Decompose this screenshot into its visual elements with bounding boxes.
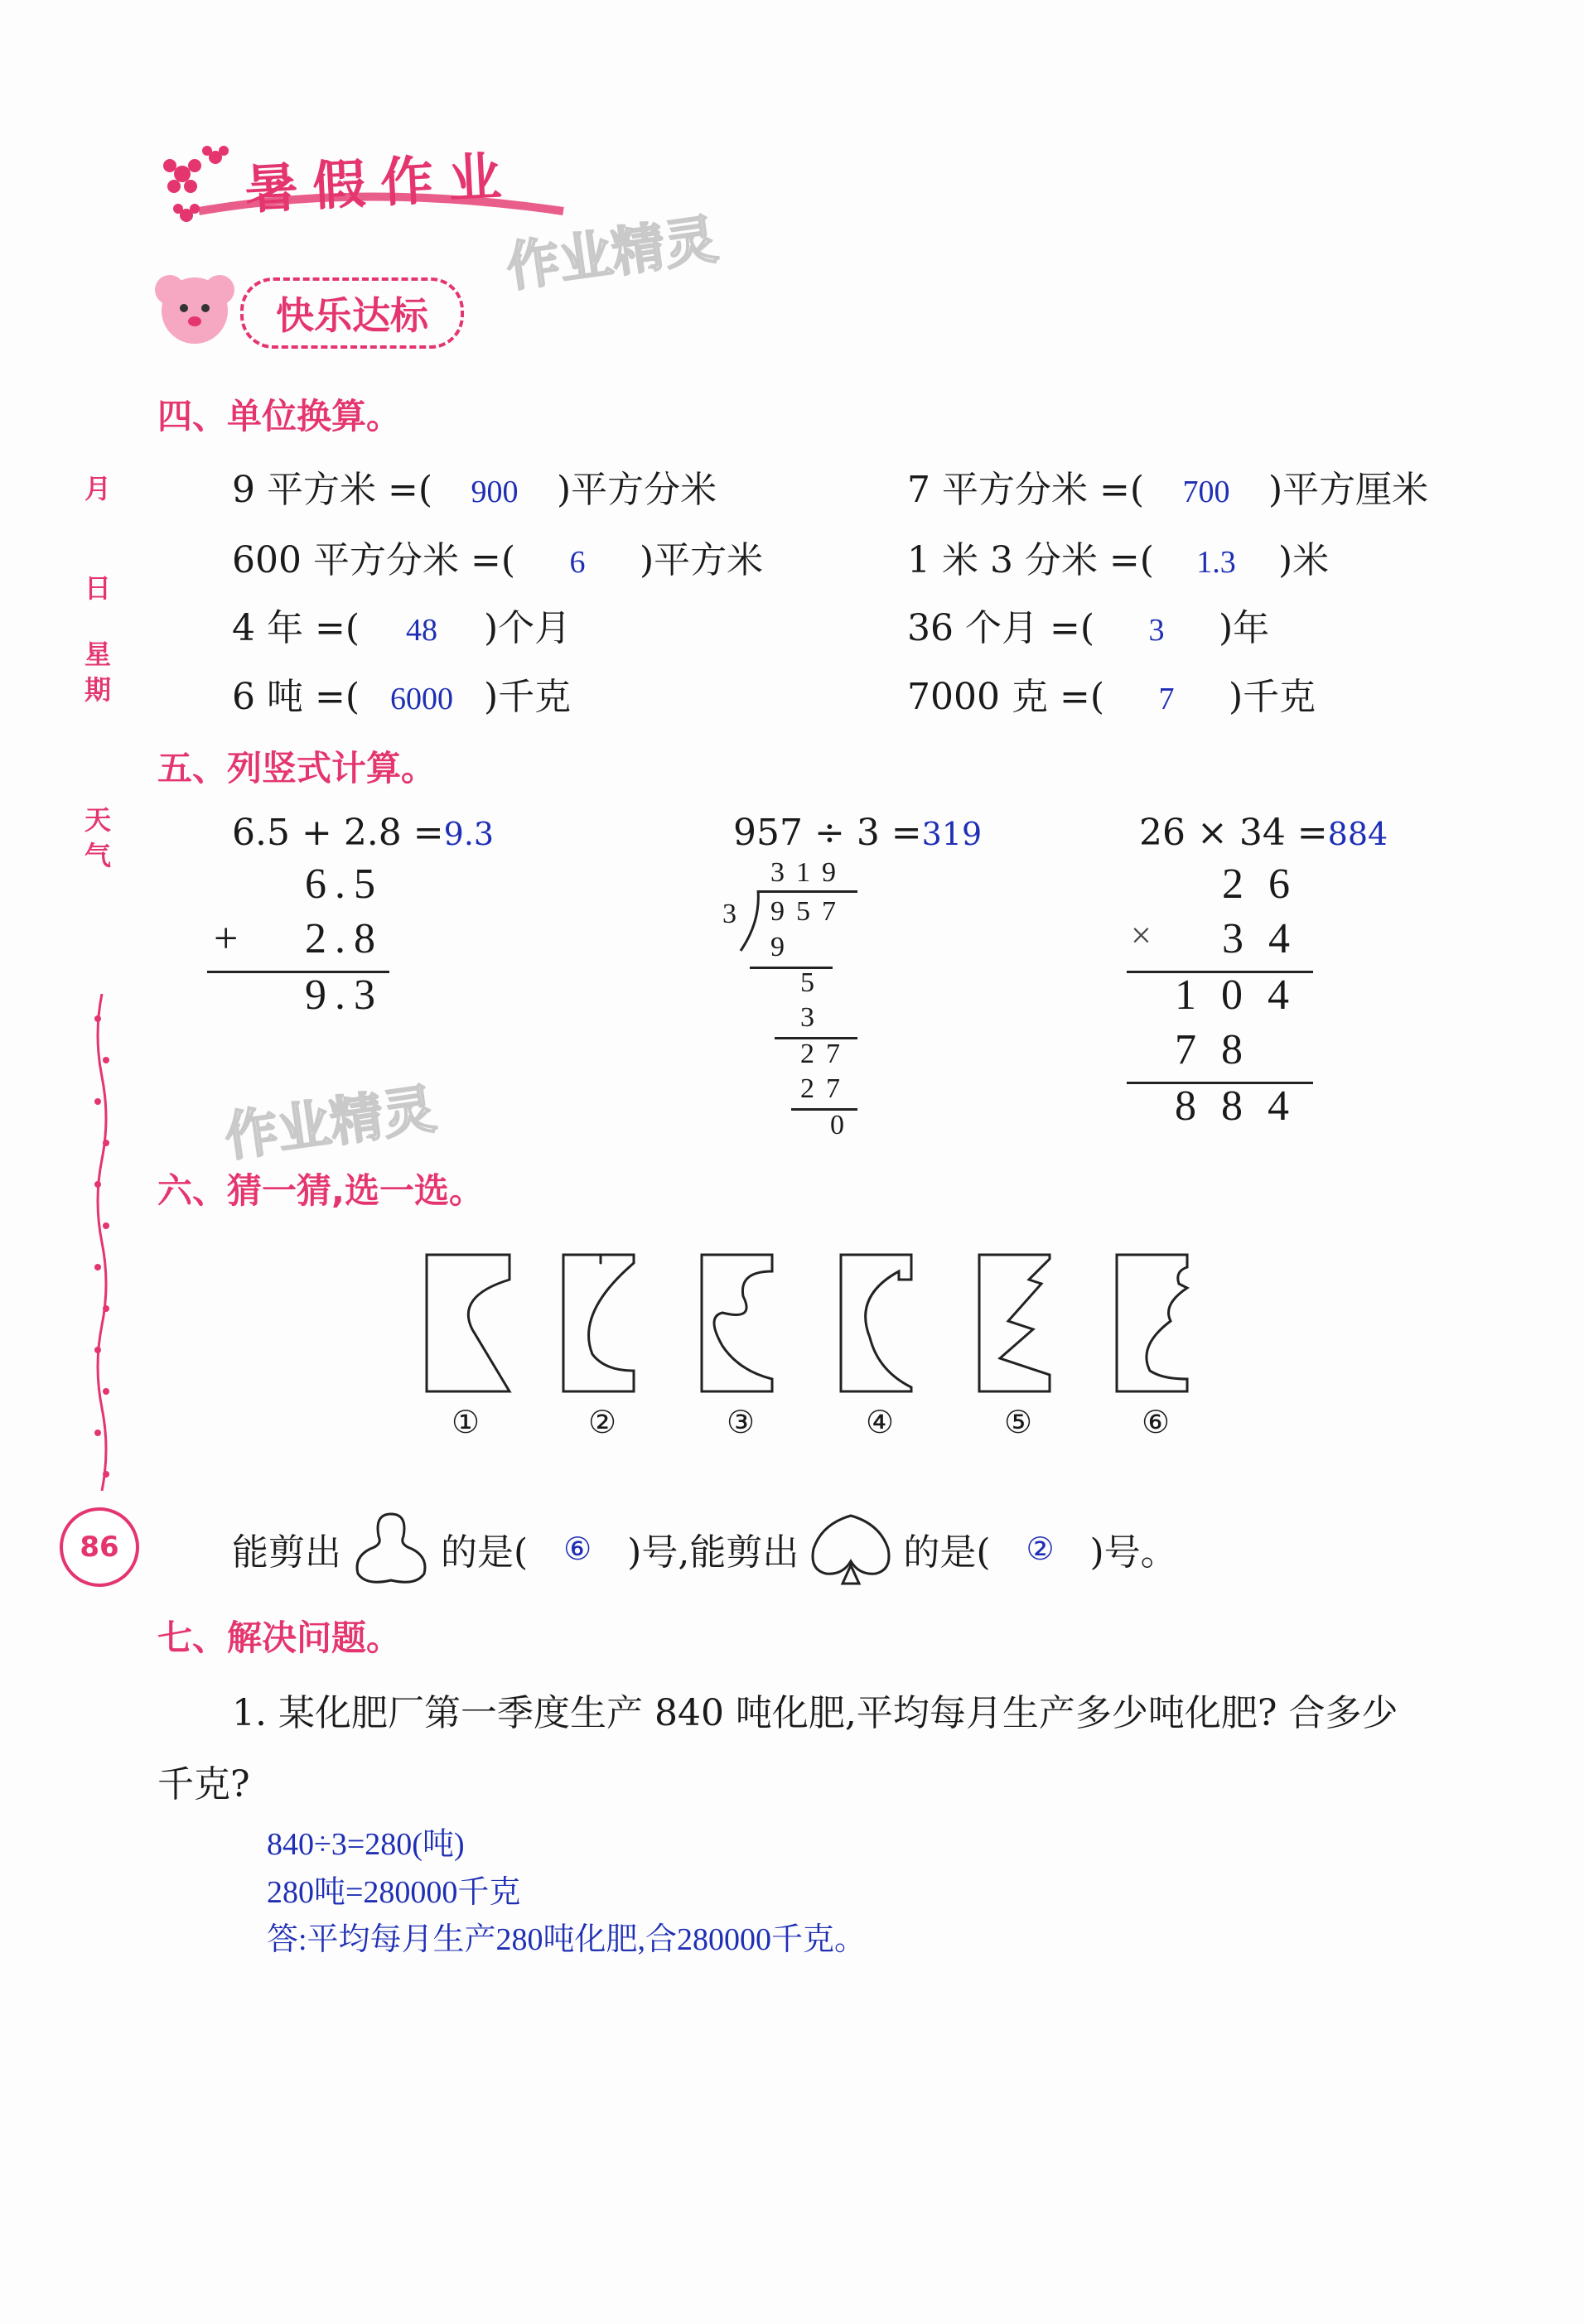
calc-answer: 884 bbox=[1327, 816, 1388, 852]
shape-label: ② bbox=[588, 1404, 617, 1440]
conversion-answer: 1.3 bbox=[1196, 545, 1236, 580]
conversion-answer: 900 bbox=[471, 475, 519, 509]
shape-1 bbox=[427, 1255, 509, 1391]
calc-problem-mul: 26 × 34 =884 bbox=[1139, 812, 1388, 854]
conversion-answer: 700 bbox=[1182, 475, 1230, 509]
conversion-item: 36 个月 =( 3 )年 bbox=[907, 607, 1270, 649]
problem-line-1: 1. 某化肥厂第一季度生产 840 吨化肥,平均每月生产多少吨化肥? 合多少 bbox=[232, 1692, 1398, 1734]
shape-5 bbox=[979, 1255, 1050, 1391]
mascot-icon bbox=[149, 265, 240, 359]
gourd-shape-icon bbox=[350, 1507, 432, 1590]
sidebar-week-2: 期 bbox=[85, 674, 112, 706]
conversion-item: 7 平方分米 =( 700 )平方厘米 bbox=[907, 469, 1429, 511]
banner-box bbox=[240, 277, 464, 349]
conversion-answer: 7 bbox=[1158, 682, 1175, 716]
conversion-item: 6 吨 =( 6000 )千克 bbox=[232, 676, 572, 718]
mul-sign: × bbox=[1131, 915, 1176, 956]
shape-2 bbox=[563, 1255, 634, 1391]
conversion-item: 1 米 3 分米 =( 1.3 )米 bbox=[907, 539, 1330, 581]
banner-text: 快乐达标 bbox=[276, 293, 428, 338]
add-sign: + bbox=[214, 915, 263, 962]
div-rem3: 0 bbox=[830, 1110, 856, 1140]
guess-answer-2: ② bbox=[1026, 1531, 1055, 1567]
conversion-answer: 3 bbox=[1148, 613, 1165, 648]
div-rem2: 27 bbox=[800, 1039, 852, 1069]
div-dividend: 957 bbox=[770, 896, 848, 927]
solution-line: 840÷3=280(吨) bbox=[267, 1827, 465, 1862]
calc-problem-add: 6.5 + 2.8 =9.3 bbox=[232, 812, 495, 854]
conversion-answer: 6000 bbox=[390, 682, 453, 716]
section4-title: 四、单位换算。 bbox=[157, 396, 402, 436]
mul-partial2: 78 bbox=[1175, 1026, 1268, 1073]
shape-label: ⑥ bbox=[1142, 1404, 1171, 1440]
shape-label: ⑤ bbox=[1004, 1404, 1033, 1440]
mul-row2: 34 bbox=[1222, 915, 1315, 962]
vine-decoration-icon bbox=[89, 994, 114, 1494]
div-step3: 27 bbox=[800, 1073, 852, 1104]
add-row2: 2.8 bbox=[305, 915, 384, 962]
div-bracket bbox=[737, 889, 762, 955]
add-row1: 6.5 bbox=[305, 861, 384, 908]
add-result: 9.3 bbox=[305, 972, 384, 1019]
conversion-item: 7000 克 =( 7 )千克 bbox=[907, 676, 1316, 718]
div-divisor: 3 bbox=[722, 899, 748, 929]
calc-problem-div: 957 ÷ 3 =319 bbox=[733, 812, 983, 854]
sidebar-week-1: 星 bbox=[85, 639, 112, 670]
conversion-answer: 6 bbox=[569, 545, 586, 580]
conversion-answer: 48 bbox=[406, 613, 437, 648]
sidebar-month: 月 bbox=[85, 473, 112, 504]
sidebar-weather-2: 气 bbox=[85, 840, 112, 871]
watermark-mid: 作业精灵 bbox=[220, 1078, 440, 1169]
spade-shape-icon bbox=[805, 1507, 896, 1590]
shape-3 bbox=[702, 1255, 772, 1391]
div-rem1: 5 bbox=[800, 967, 826, 998]
shape-6 bbox=[1117, 1255, 1187, 1391]
calc-answer: 319 bbox=[921, 816, 983, 852]
sidebar-day: 日 bbox=[85, 572, 112, 604]
section5-title: 五、列竖式计算。 bbox=[157, 748, 437, 788]
book-title: 暑假作业 bbox=[243, 146, 519, 222]
mul-partial1: 104 bbox=[1175, 972, 1314, 1019]
section7-title: 七、解决问题。 bbox=[157, 1618, 402, 1658]
div-top-rule bbox=[758, 890, 857, 893]
shape-label: ④ bbox=[866, 1404, 895, 1440]
watermark-top: 作业精灵 bbox=[502, 209, 722, 300]
solution-line: 答:平均每月生产280吨化肥,合280000千克。 bbox=[267, 1922, 867, 1957]
page-number: 86 bbox=[80, 1531, 119, 1564]
page-number-badge bbox=[60, 1507, 139, 1587]
paper-shapes bbox=[414, 1246, 1210, 1404]
guess-question: 能剪出 的是( ⑥ )号,能剪出 的是( ② )号。 bbox=[232, 1507, 1177, 1590]
sidebar-weather-1: 天 bbox=[85, 804, 112, 836]
guess-answer-1: ⑥ bbox=[563, 1531, 592, 1567]
div-step1: 9 bbox=[770, 932, 796, 962]
conversion-item: 9 平方米 =( 900 )平方分米 bbox=[232, 469, 717, 511]
shape-label: ① bbox=[452, 1404, 481, 1440]
solution-line: 280吨=280000千克 bbox=[267, 1875, 521, 1910]
section6-title: 六、猜一猜,选一选。 bbox=[157, 1170, 484, 1211]
div-quotient: 319 bbox=[770, 857, 848, 888]
mul-result: 884 bbox=[1175, 1082, 1314, 1130]
calc-answer: 9.3 bbox=[443, 816, 495, 852]
div-step2: 3 bbox=[800, 1002, 826, 1033]
shape-label: ③ bbox=[727, 1404, 756, 1440]
problem-line-2: 千克? bbox=[157, 1763, 250, 1806]
shape-4 bbox=[841, 1255, 911, 1391]
conversion-item: 600 平方分米 =( 6 )平方米 bbox=[232, 539, 764, 581]
conversion-item: 4 年 =( 48 )个月 bbox=[232, 607, 572, 649]
mul-row1: 26 bbox=[1222, 861, 1315, 908]
